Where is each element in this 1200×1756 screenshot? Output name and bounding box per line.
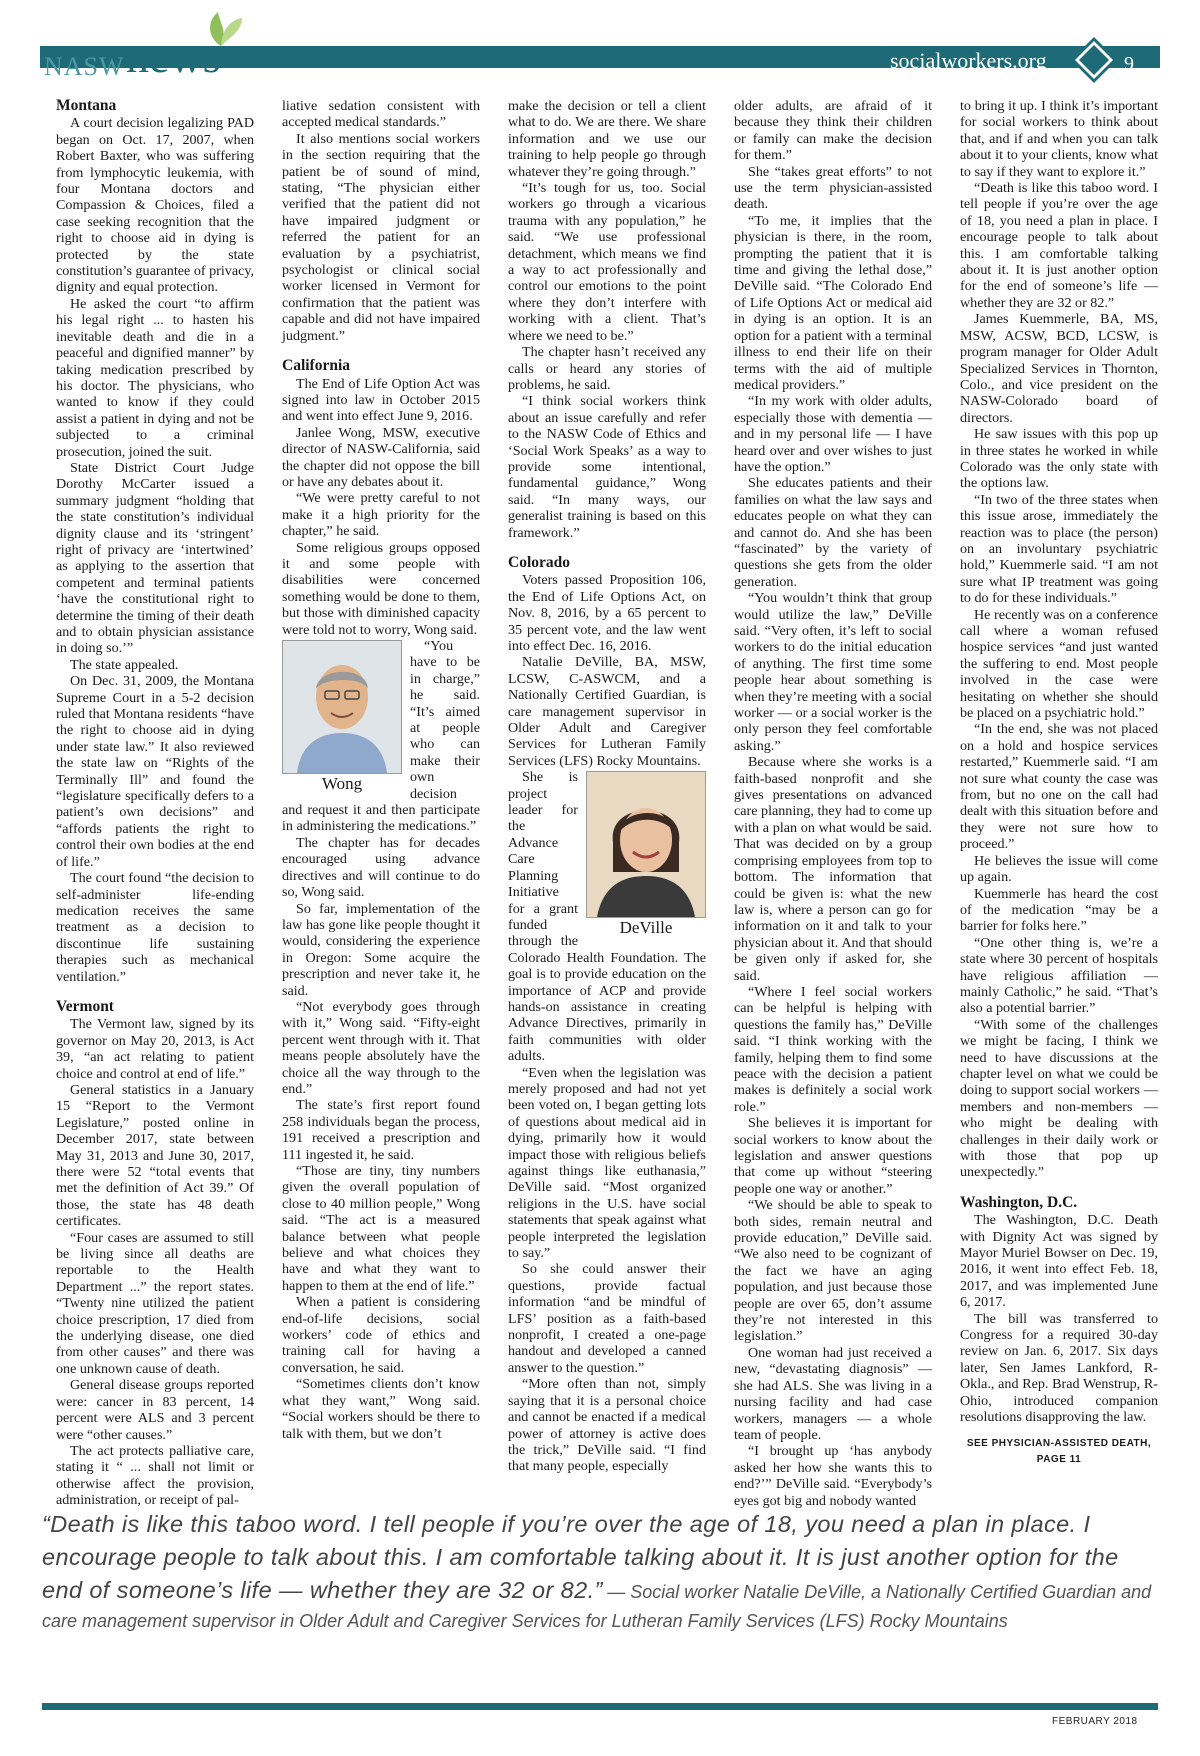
paragraph: The state’s first report found 258 individuals began the process, 191 received a prescription and 111 ingested it, he said. xyxy=(282,1097,480,1163)
paragraph: So she could answer their questions, provide factual information “and be mindful of LFS’ position as a faith-based nonprofit, I created a one-page handout and developed a canned answer to the question.” xyxy=(508,1261,706,1376)
paragraph: “We were pretty careful to not make it a high priority for the chapter,” he said. xyxy=(282,490,480,540)
paragraph: On Dec. 31, 2009, the Montana Supreme Court in a 5-2 decision ruled that Montana residents “have the right to choose aid in dying under state law.” It also reviewed the state law on “Rights of the Terminally Ill” and found the “legislature specifically defers to a patient’s own decisions” and “affords patients the right to control their own bodies at the end of life.” xyxy=(56,673,254,870)
paragraph: When a patient is considering end-of-life decisions, social workers’ code of ethics and training call for having a conversation, he said. xyxy=(282,1294,480,1376)
paragraph: “We should be able to speak to both sides, remain neutral and provide education,” DeVille said. “We also need to be cognizant of the fact we have an aging population, and just because those people are over 65, don’t assume they’re not interested in this legislation.” xyxy=(734,1197,932,1345)
paragraph: “It’s tough for us, too. Social workers go through a vicarious trauma with any population,” he said. “We use professional detachment, which means we find a way to act professionally and control our emotions to the point where they don’t interfere with working with a client. That’s where we need to be.” xyxy=(508,180,706,344)
article-body xyxy=(56,98,1158,1509)
paragraph: The chapter has for decades encouraged using advance directives and will continue to do so, Wong said. xyxy=(282,834,480,901)
paragraph: make the decision or tell a client what to do. We are there. We share information and we use our training to help people go through whatever they’re going through.” xyxy=(508,98,706,180)
logo-news: news xyxy=(126,31,221,82)
paragraph: Natalie DeVille, BA, MSW, LCSW, C-ASWCM, and a Nationally Certified Guardian, is care management supervisor in Older Adult and Caregiver Services for Lutheran Family Services (LFS) Rocky Mountains. xyxy=(508,654,706,769)
column-5 xyxy=(960,98,1158,1509)
paragraph: It also mentions social workers in the section requiring that the patient be of sound of mind, stating, “The physician either verified that the patient did not have impaired judgment or referred the patient for an evaluation by a psychiatrist, psychologist or clinical social worker licensed in Vermont for confirmation that the patient was capable and did not have impaired judgment.” xyxy=(282,130,480,344)
section-heading-washington-dc: Washington, D.C. xyxy=(960,1193,1078,1211)
paragraph: She educates patients and their families on what the law says and educates people on what they can and cannot do. And she has been “fascinated” by the variety of questions she gets from the older generation. xyxy=(734,475,932,590)
paragraph: “One other thing is, we’re a state where 30 percent of hospitals have religious affiliation — mainly Catholic,” he said. “That’s also a potential barrier.” xyxy=(960,934,1158,1017)
paragraph: Some religious groups opposed it and some people with disabilities were concerned something would be done to them, but those with diminished capacity were told not to worry, Wong said. xyxy=(282,539,480,638)
footer-rule xyxy=(42,1703,1158,1710)
paragraph: General statistics in a January 15 “Report to the Vermont Legislature,” posted online in December 2017, state between May 31, 2013 and June 30, 2017, there were 52 “total events that met the definition of Act 39.” Of those, the state has 48 death certificates. xyxy=(56,1081,254,1230)
photo-caption-wong: Wong xyxy=(321,774,363,793)
logo-nasw: NASW xyxy=(44,52,125,81)
paragraph: “You wouldn’t think that group would utilize the law,” DeVille said. “Very often, it’s left to social workers to do the initial education of anything. The first time some people hear about something is when they’re meeting with a social worker — or a social worker is the only person they feel comfortable asking.” xyxy=(734,590,932,754)
paragraph: Kuemmerle has heard the cost of the medication “may be a barrier for folks here.” xyxy=(960,885,1158,935)
paragraph: He recently was on a conference call where a woman refused hospice services “and just wanted the suffering to end. Most people involved in the case were hesitating on whether she should be placed on a psychiatric hold.” xyxy=(960,606,1158,722)
paragraph: “In my work with older adults, especially those with dementia — and in my personal life — I have heard over and over wishes to just have the option.” xyxy=(734,393,932,475)
column-2 xyxy=(282,98,480,1509)
paragraph: The state appealed. xyxy=(70,656,179,673)
photo-deville xyxy=(586,771,706,936)
paragraph: The chapter hasn’t received any calls or heard any stories of problems, he said. xyxy=(508,344,706,393)
paragraph: Janlee Wong, MSW, executive director of NASW-California, said the chapter did not oppose the bill or have any debates about it. xyxy=(282,424,480,490)
paragraph: liative sedation consistent with accepted medical standards.” xyxy=(282,98,480,131)
photo-caption-deville: DeVille xyxy=(619,918,673,938)
paragraph: The act protects palliative care, stating it “ ... shall not limit or otherwise affect the provision, administration, or receipt of pal- xyxy=(56,1442,254,1509)
paragraph: The Washington, D.C. Death with Dignity Act was signed by Mayor Muriel Bowser on Dec. 19, 2016, it went into effect Feb. 18, 2017, and was implemented June 6, 2017. xyxy=(960,1212,1158,1311)
continued-jump-line: SEE PHYSICIAN-ASSISTED DEATH, PAGE 11 xyxy=(966,1437,1152,1465)
pull-quote xyxy=(42,1508,1152,1635)
paragraph: “Those are tiny, tiny numbers given the overall population of close to 40 million people,” Wong said. “The act is a measured balance between what people believe and what choices they have and what they want to happen to them at the end of life.” xyxy=(282,1163,480,1294)
paragraph: “Where I feel social workers can be helpful is helping with questions the family has,” DeVille said. “I think working with the family, helping them to find some peace with the decision a patient makes is definitely a social work role.” xyxy=(734,983,932,1115)
paragraph: So far, implementation of the law has gone like people thought it would, considering the experience in Oregon: Some acquire the prescription and never take it, he said. xyxy=(282,900,480,999)
site-url: socialworkers.org xyxy=(890,48,1047,73)
portrait-image xyxy=(586,771,706,918)
paragraph: General disease groups reported were: cancer in 83 percent, 14 percent were ALS and 3 percent were “other causes.” xyxy=(56,1377,254,1443)
page-number: 9 xyxy=(1124,53,1134,75)
portrait-deville-icon xyxy=(587,772,705,917)
paragraph: “More often than not, simply saying that it is a personal choice and cannot be enacted if a medical power of attorney is active does the trick,” DeVille said. “I find that many people, especially xyxy=(508,1376,706,1475)
paragraph: “I brought up ‘has anybody asked her how she wants this to end?’” DeVille said. “Everybody’s eyes got big and nobody wanted xyxy=(734,1443,932,1509)
section-heading-montana: Montana xyxy=(56,97,117,114)
paragraph: A court decision legalizing PAD began on Oct. 17, 2007, when Robert Baxter, who was suffering from lymphocytic leukemia, with four Montana doctors and Compassion & Choices, filed a case seeking recognition that the right to choose aid in dying is protected by the state constitution’s guarantee of privacy, dignity and equal protection. xyxy=(56,115,254,296)
issue-date: FEBRUARY 2018 xyxy=(1052,1716,1138,1727)
paragraph: James Kuemmerle, BA, MS, MSW, ACSW, BCD, LCSW, is program manager for Older Adult Specialized Services in Thornton, Colo., and vice president on the NASW-Colorado board of directors. xyxy=(960,311,1158,426)
paragraph: The End of Life Option Act was signed into law in October 2015 and went into effect June 9, 2016. xyxy=(282,375,480,425)
paragraph: “In two of the three states when this issue arose, immediately the reaction was to place (the person) on an involuntary psychiatric hold,” Kuemmerle said. “I am not sure what IP treatment was going to do for these individuals.” xyxy=(960,491,1158,607)
portrait-image xyxy=(282,640,402,774)
pull-quote-attribution: — Social worker Natalie DeVille, a Nationally Certified Guardian and care management supervisor in Older Adult and Caregiver Services for Lutheran Family Services (LFS) Rocky Mountains xyxy=(42,1582,1152,1631)
paragraph: One woman had just received a new, “devastating diagnosis” — she had ALS. She was living in a nursing facility and had case workers, managers — a whole team of people. xyxy=(734,1344,932,1443)
photo-wong xyxy=(282,640,402,792)
paragraph: Because where she works is a faith-based nonprofit and she gives presentations on advanced care planning, they had to come up with a plan on what would be said. That was decided on by a group comprising employees from top to bottom. The information that could be given is: what the new law is, where a person can go for information on it and talk to your physician about it. And that should be given only if asked for, she said. xyxy=(734,754,932,984)
paragraph: “You have to be in charge,” he said. “It’s aimed at people who can make their own decision and request it and then participate in administering the medications.” xyxy=(282,638,480,835)
section-heading-colorado: Colorado xyxy=(508,553,570,571)
paragraph: “To me, it implies that the physician is there, in the room, prompting the patient that it is time and giving the lethal dose,” DeVille said. “The Colorado End of Life Options Act or medical aid in dying is an option. It is an option for a patient with a terminal illness to end their life on their terms with the aid of multiple medical providers.” xyxy=(734,212,932,393)
paragraph: “Sometimes clients don’t know what they want,” Wong said. “Social workers should be there to talk with them, but we don’t xyxy=(282,1376,480,1442)
paragraph: to bring it up. I think it’s important for social workers to think about that, and if and when you can talk about it to your clients, know what to say if they want to explore it.” xyxy=(960,98,1158,180)
paragraph: He asked the court “to affirm his legal right ... to hasten his inevitable death and die in a peaceful and dignified manner” by taking medication prescribed by his doctor. The physicians, who wanted to know if they could assist a patient in dying and not be subjected to a criminal prosecution, joined the suit. xyxy=(56,295,254,460)
paragraph: “I think social workers think about an issue carefully and refer to the NASW Code of Ethics and ‘Social Work Speaks’ as a way to provide some intentional, fundamental guidance,” Wong said. “In many ways, our generalist training is based on this framework.” xyxy=(508,393,706,541)
paragraph: The Vermont law, signed by its governor on May 20, 2013, is Act 39, “an act relating to patient choice and control at end of life.” xyxy=(56,1016,254,1082)
paragraph: State District Court Judge Dorothy McCarter issued a summary judgment “holding that the state constitution’s individual dignity clause and its ‘stringent’ right of privacy are ‘intertwined’ as applying to the assertion that competent and terminal patients ‘have the constitutional right to determine the timing of their death and to obtain physician assistance in doing so.’” xyxy=(56,459,254,657)
pull-quote-text: “Death is like this taboo word. I tell people if you’re over the age of 18, you need a plan in place. I encourage people to talk about this. I am comfortable talking about it. It is just another option for the end of someone’s life — whether they are 32 or 82.” xyxy=(42,1511,1119,1603)
section-heading-vermont: Vermont xyxy=(56,997,114,1015)
column-1 xyxy=(56,98,254,1509)
paragraph: “Four cases are assumed to still be living since all deaths are reportable to the Health Department ...” the report states. “Twenty nine utilized the patient choice prescription, 17 died from the underlying disease, one died from other causes” and there was one unknown cause of death. xyxy=(56,1229,254,1377)
paragraph: “Not everybody goes through with it,” Wong said. “Fifty-eight percent went through with it. That means people absolutely have the choice all the way through to the end.” xyxy=(282,998,480,1097)
paragraph: “Even when the legislation was merely proposed and had not yet been voted on, I began getting lots of questions about medical aid in dying, primarily how it would impact those with religious beliefs against things like euthanasia,” DeVille said. “Most organized religions in the U.S. have social statements that speak against what people interpreted the legislation to say.” xyxy=(508,1064,706,1262)
paragraph: “In the end, she was not placed on a hold and hospice services restarted,” Kuemmerle said. “I am not sure what county the case was from, but no one on the call had dealt with this situation before and they were not sure how to proceed.” xyxy=(960,721,1158,853)
paragraph: Voters passed Proposition 106, the End of Life Options Act, on Nov. 8, 2016, by a 65 percent to 35 percent vote, and the law went into effect Dec. 16, 2016. xyxy=(508,572,706,654)
page-number-diamond-icon xyxy=(1071,37,1117,83)
paragraph: He believes the issue will come up again. xyxy=(960,852,1158,886)
portrait-wong-icon xyxy=(283,641,401,773)
paragraph: “With some of the challenges we might be facing, I think we need to have discussions at the chapter level on what we could be doing to support social workers — members and non-members — who might be dealing with challenges in their daily work or with those that pop up unexpectedly.” xyxy=(960,1016,1158,1181)
paragraph: She is project leader for the Advance Care Planning Initiative for a grant funded through the Colorado Health Foundation. The goal is to provide education on the importance of ACP and provide hands-on assistance in creating Advance Directives, primarily in faith communities with older adults. xyxy=(508,769,706,1065)
paragraph: He saw issues with this pop up in three states he worked in while Colorado was the only state with the options law. xyxy=(960,426,1158,492)
paragraph: The bill was transferred to Congress for a required 30-day review on Jan. 6, 2017. Six days later, Sen James Lankford, R-Okla., and Rep. Brad Wenstrup, R-Ohio, introduced companion resolutions disapproving the law. xyxy=(960,1310,1158,1426)
paragraph: older adults, are afraid of it because they think their children or family can make the decision for them.” xyxy=(734,98,932,164)
paragraph: “Death is like this taboo word. I tell people if you’re over the age of 18, you need a plan in place. I encourage people to talk about this. I am comfortable talking about it. It is just another option for the end of someone’s life — whether they are 32 or 82.” xyxy=(960,180,1158,311)
column-3 xyxy=(508,98,706,1509)
paragraph: She believes it is important for social workers to know about the legislation and answer questions that come up without “steering people one way or another.” xyxy=(734,1115,932,1197)
section-heading-california: California xyxy=(282,357,351,375)
paragraph: She “takes great efforts” to not use the term physician-assisted death. xyxy=(734,163,932,213)
column-4 xyxy=(734,98,932,1509)
paragraph: The court found “the decision to self-administer life-ending medication receives the same treatment as a decision to discontinue life sustaining therapies such as mechanical ventilation.” xyxy=(56,870,254,985)
